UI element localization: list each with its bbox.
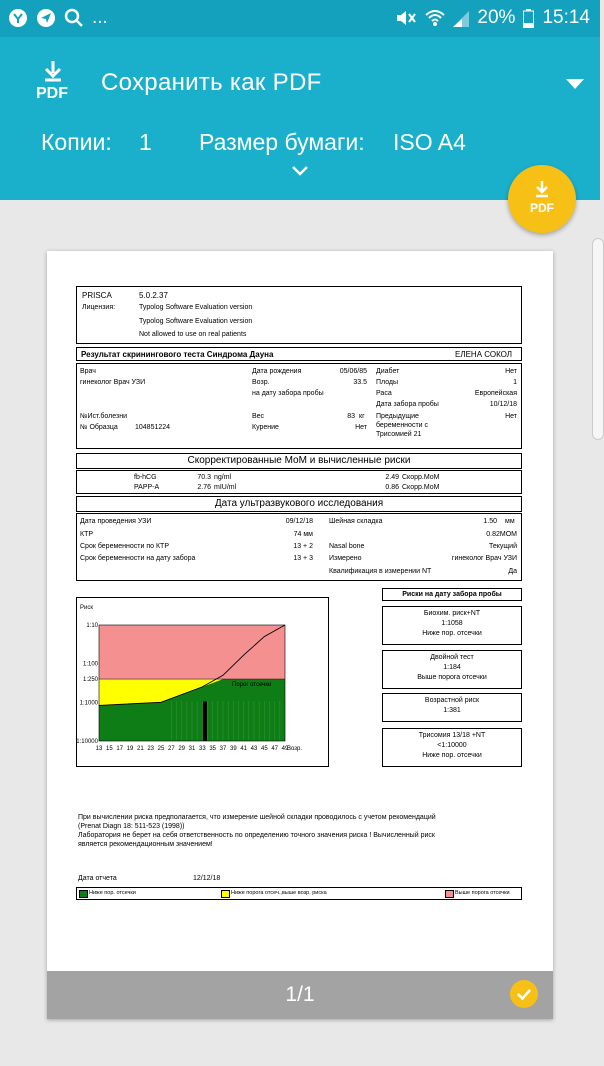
mom-corrected: 2.49	[385, 474, 399, 481]
patient-name: ЕЛЕНА СОКОЛ	[455, 350, 513, 359]
chart-legend	[76, 887, 522, 900]
x-tick-label: 31	[188, 746, 196, 752]
risk-box-title: Трисомия 13/18 +NT	[418, 732, 486, 739]
nt-unit: мм	[505, 518, 515, 525]
age-sub-label: на дату забора пробы	[252, 390, 324, 397]
y-tick-label: 1:100	[82, 661, 98, 668]
status-bar	[0, 0, 600, 37]
weight-value: 83	[347, 413, 355, 420]
dob-value: 05/06/85	[339, 368, 367, 375]
legend-swatch-low	[79, 890, 88, 898]
weight-label: Вес	[252, 413, 265, 420]
qualification-value: Да	[508, 568, 517, 575]
note-line-3: Лаборатория не берет на себя ответственность по определению точного значения риска ! Вычисленный риск	[78, 832, 435, 839]
report-document	[47, 251, 553, 971]
risk-box-trisomy	[382, 728, 522, 767]
mute-icon	[395, 9, 417, 27]
page-preview[interactable]	[47, 251, 553, 1019]
mom-name: fb-hCG	[134, 474, 157, 481]
nasal-bone-value: Текущий	[489, 543, 517, 550]
doctor-value: гинеколог Врач УЗИ	[80, 379, 146, 386]
y-tick-label: 1:1000	[79, 700, 98, 707]
x-tick-label: 49	[281, 746, 289, 752]
x-tick-label: 47	[271, 746, 279, 752]
y-tick-label: 1:250	[82, 677, 98, 684]
weight-unit: кг	[359, 413, 365, 420]
age-label: Возр.	[252, 379, 270, 386]
x-tick-label: 23	[147, 746, 155, 752]
x-tick-label: 45	[260, 746, 268, 752]
mom-value: 2.76	[197, 484, 211, 491]
x-tick-label: 37	[219, 746, 227, 752]
x-tick-label: 17	[116, 746, 124, 752]
x-tick-label: 33	[198, 746, 206, 752]
license-line-1: Typolog Software Evaluation version	[139, 304, 253, 311]
measured-label: Измерено	[329, 555, 362, 562]
more-notifications-icon: ...	[92, 7, 108, 28]
side-edge-handle[interactable]	[592, 238, 604, 440]
draw-date-label: Дата забора пробы	[376, 401, 439, 408]
paper-size-value[interactable]: ISO A4	[393, 129, 466, 155]
risk-box-title: Биохим. риск+NT	[423, 610, 481, 617]
prev-label-1: Предыдущие	[376, 413, 419, 420]
signal-icon	[453, 9, 469, 27]
risk-box-status: Ниже пор. отсечки	[422, 630, 482, 637]
report-date-value: 12/12/18	[193, 875, 221, 882]
nasal-bone-label: Nasal bone	[329, 543, 365, 550]
diabetes-value: Нет	[505, 368, 517, 375]
prev-value: Нет	[505, 413, 517, 420]
copies-value[interactable]: 1	[139, 129, 152, 155]
mom-value: 70.3	[197, 474, 211, 481]
risks-title: Риски на дату забора пробы	[382, 588, 522, 601]
legend-low: Ниже пор. отсечки	[89, 890, 136, 896]
copies-label: Копии:	[41, 129, 112, 155]
x-tick-label: 43	[250, 746, 258, 752]
mom-unit: mIU/ml	[214, 484, 237, 491]
race-value: Европейская	[474, 390, 517, 397]
us-title: Дата ультразвукового исследования	[76, 496, 522, 512]
messenger-icon	[8, 8, 28, 28]
fetus-value: 1	[513, 379, 517, 386]
legend-swatch-mid	[221, 890, 230, 898]
mom-corrected: 0.86	[385, 484, 399, 491]
report-date-label: Дата отчета	[78, 875, 117, 882]
ga-draw-value: 13 + 3	[293, 555, 313, 562]
mom-corrected-label: Скорр.МоМ	[402, 474, 440, 481]
patient-info-box	[76, 363, 522, 449]
x-tick-label: 41	[240, 746, 248, 752]
measured-value: гинеколог Врач УЗИ	[451, 555, 517, 562]
note-line-2: (Prenat Diagn 18: 511-523 (1998))	[78, 823, 185, 830]
dob-label: Дата рождения	[252, 368, 302, 375]
risk-box-value: <1:10000	[437, 742, 467, 749]
legend-mid: Ниже порога отсеч.,выше возр. риска	[231, 890, 327, 896]
save-pdf-icon	[36, 59, 76, 107]
x-tick-label: 29	[178, 746, 186, 752]
risk-box-age	[382, 693, 522, 722]
sample-label: № Образца	[80, 424, 118, 431]
dropdown-arrow-icon[interactable]	[566, 79, 584, 89]
wifi-icon	[425, 9, 445, 27]
note-line-1: При вычислении риска предполагается, что измерение шейной складки проводилось с учетом рекомендаций	[78, 814, 436, 821]
download-icon	[530, 181, 554, 199]
ga-crl-label: Срок беременности по КТР	[80, 543, 170, 550]
crl-label: КТР	[80, 531, 94, 538]
x-tick-label: 39	[229, 746, 237, 752]
risk-box-biochem	[382, 606, 522, 645]
chart-ylabel: Риск	[80, 605, 93, 611]
page-selected-check[interactable]	[510, 980, 538, 1008]
battery-percent: 20%	[477, 7, 516, 28]
ga-draw-label: Срок беременности на дату забора	[80, 555, 196, 562]
y-tick-label: 1:10000	[76, 739, 98, 745]
risk-box-status: Выше порога отсечки	[417, 674, 487, 681]
y-tick-label: 1:10	[86, 623, 98, 629]
age-value: 33.5	[353, 379, 367, 386]
x-tick-label: 15	[105, 746, 113, 752]
print-options-header	[0, 37, 600, 200]
risk-box-value: 1:381	[443, 707, 461, 714]
search-icon	[64, 8, 84, 28]
qualification-label: Квалификация в измерении NT	[329, 568, 432, 575]
x-tick-label: 19	[126, 746, 134, 752]
risk-box-value: 1:1058	[441, 620, 463, 627]
nt-mom: 0.82МОМ	[486, 531, 517, 538]
ga-crl-value: 13 + 2	[293, 543, 313, 550]
sample-value: 104851224	[135, 424, 171, 431]
license-line-2: Typolog Software Evaluation version	[139, 318, 253, 325]
note-line-4: является рекомендационным значением!	[78, 841, 213, 848]
race-label: Раса	[376, 390, 392, 397]
x-tick-label: 35	[209, 746, 217, 752]
doctor-label: Врач	[80, 368, 96, 375]
license-line-3: Not allowed to use on real patients	[139, 331, 247, 338]
app-version: 5.0.2.37	[139, 291, 168, 300]
app-name: PRISCA	[82, 291, 112, 300]
risk-box-double-test	[382, 650, 522, 689]
us-date-value: 09/12/18	[285, 518, 313, 525]
risk-chart	[76, 619, 327, 759]
prev-label-3: Трисомией 21	[376, 431, 422, 438]
page-number: 1/1	[285, 983, 315, 1006]
legend-swatch-high	[445, 890, 454, 898]
smoking-value: Нет	[355, 424, 367, 431]
patient-marker	[203, 701, 207, 741]
risk-box-title: Двойной тест	[430, 654, 474, 661]
download-pdf-button[interactable]	[508, 165, 576, 233]
ident-label: №Ист.болезни	[80, 413, 127, 420]
risk-box-value: 1:184	[443, 664, 461, 671]
check-icon	[510, 980, 538, 1008]
risk-box-status: Ниже пор. отсечки	[422, 752, 482, 759]
fab-label: PDF	[530, 201, 554, 215]
result-title: Результат скринингового теста Синдрома Дауна	[81, 350, 274, 359]
cutoff-label: Порог отсечки	[232, 682, 272, 688]
x-tick-label: 21	[136, 746, 144, 752]
mom-name: PAPP-A	[134, 484, 160, 491]
x-axis-label: Возр.	[287, 746, 303, 752]
us-date-label: Дата проведения УЗИ	[80, 518, 152, 525]
nt-label: Шейная складка	[329, 518, 383, 525]
battery-icon	[523, 9, 534, 28]
x-tick-label: 27	[167, 746, 175, 752]
mom-corrected-label: Скорр.МоМ	[402, 484, 440, 491]
risk-box-title: Возрастной риск	[424, 697, 480, 704]
fetus-label: Плоды	[376, 379, 399, 386]
draw-date-value: 10/12/18	[489, 401, 517, 408]
prev-label-2: беременности с	[376, 422, 429, 429]
page-indicator-bar	[47, 971, 553, 1019]
expand-options-icon[interactable]	[291, 165, 309, 177]
x-tick-label: 25	[157, 746, 165, 752]
printer-select[interactable]: Сохранить как PDF	[101, 69, 322, 96]
x-tick-label: 13	[95, 746, 103, 752]
nt-value: 1.50	[483, 518, 497, 525]
license-label: Лицензия:	[82, 304, 116, 311]
paper-size-label: Размер бумаги:	[199, 129, 365, 155]
pdf-icon-label: PDF	[36, 85, 68, 102]
clock: 15:14	[542, 7, 590, 28]
mom-unit: ng/ml	[214, 474, 232, 481]
diabetes-label: Диабет	[376, 368, 400, 375]
navigation-icon	[36, 8, 56, 28]
region-above-cutoff	[99, 625, 285, 679]
crl-value: 74 мм	[293, 531, 313, 538]
legend-high: Выше порога отсечки	[455, 890, 510, 896]
smoking-label: Курение	[252, 424, 279, 431]
mom-title: Скорректированные МоМ и вычисленные риски	[76, 453, 522, 469]
